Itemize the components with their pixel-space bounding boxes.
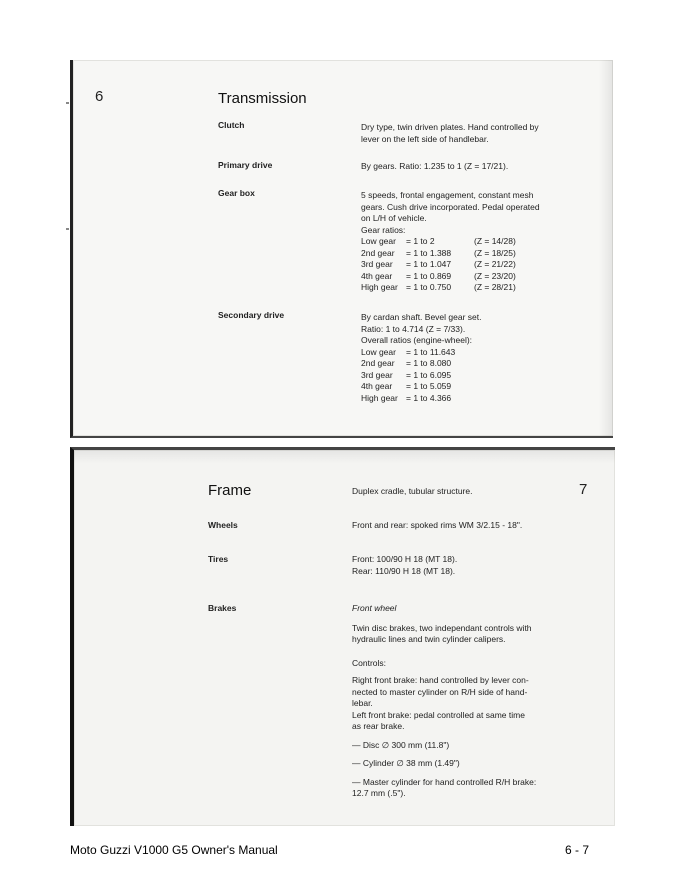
clutch-description	[361, 122, 539, 145]
text-line: Left front brake: pedal controlled at same time	[352, 709, 525, 720]
text-line: By gears. Ratio: 1.235 to 1 (Z = 17/21).	[361, 161, 509, 171]
text-line: Overall ratios (engine-wheel):	[361, 335, 473, 345]
table-row	[361, 347, 455, 359]
page-shading	[599, 60, 613, 436]
gear-ratio: = 1 to 0.750	[406, 282, 452, 292]
footer-title: Moto Guzzi V1000 G5 Owner's Manual	[70, 843, 278, 857]
scan-mark	[66, 228, 69, 230]
text-line: gears. Cush drive incorporated. Pedal operated	[361, 201, 540, 212]
gear-name: 3rd gear	[361, 369, 393, 380]
gear-ratio: = 1 to 8.080	[406, 358, 452, 368]
gear-name: 2nd gear	[361, 358, 395, 368]
section-title: Transmission	[218, 90, 307, 107]
clutch-label: Clutch	[218, 120, 245, 130]
text-line: Front: 100/90 H 18 (MT 18).	[352, 554, 458, 564]
gear-teeth: (Z = 23/20)	[474, 270, 516, 281]
gear-teeth: (Z = 28/21)	[474, 282, 516, 292]
gear-name: 4th gear	[361, 270, 393, 281]
text-line: on L/H of vehicle.	[361, 213, 427, 223]
text-line: 5 speeds, frontal engagement, constant mesh	[361, 190, 534, 200]
text-line: — Cylinder ∅ 38 mm (1.49")	[352, 758, 460, 768]
gear-box-description	[361, 190, 540, 294]
wheels-description	[352, 520, 522, 532]
page-shading	[74, 450, 615, 464]
page-number: 7	[579, 481, 588, 498]
text-line: lebar.	[352, 698, 373, 708]
text-line: — Disc ∅ 300 mm (11.8")	[352, 739, 450, 750]
text-line: Right front brake: hand controlled by lever con-	[352, 675, 529, 685]
table-row	[361, 248, 516, 260]
gear-name: 4th gear	[361, 381, 393, 391]
gear-ratio-table	[361, 236, 516, 294]
footer-page-range: 6 - 7	[565, 843, 590, 857]
manual-page-6	[70, 60, 613, 438]
gear-ratio: = 1 to 5.059	[406, 381, 452, 391]
gear-ratio: = 1 to 2	[406, 236, 435, 246]
table-row	[361, 282, 516, 294]
text-line: By cardan shaft. Bevel gear set.	[361, 312, 482, 322]
table-row	[361, 358, 455, 370]
subheading: Front wheel	[352, 603, 397, 613]
tires-label: Tires	[208, 554, 229, 564]
gear-ratio: = 1 to 0.869	[406, 270, 452, 281]
primary-drive-description	[361, 161, 508, 173]
gear-ratio: = 1 to 4.366	[406, 392, 452, 403]
text-line: Rear: 110/90 H 18 (MT 18).	[352, 565, 456, 576]
gear-ratio: = 1 to 11.643	[406, 346, 456, 357]
text-line: — Master cylinder for hand controlled R/H brake:	[352, 776, 537, 787]
gear-teeth: (Z = 14/28)	[474, 236, 516, 246]
gear-teeth: (Z = 21/22)	[474, 259, 516, 269]
overall-ratio-table	[361, 347, 455, 405]
text-line: hydraulic lines and twin cylinder calipers.	[352, 634, 506, 644]
text-line: Ratio: 1 to 4.714 (Z = 7/33).	[361, 323, 466, 334]
manual-page-7	[70, 447, 615, 826]
section-title: Frame	[208, 482, 252, 499]
table-row	[361, 271, 516, 283]
text-line: Duplex cradle, tubular structure.	[352, 486, 473, 496]
gear-ratio: = 1 to 1.047	[406, 259, 452, 269]
gear-ratio: = 1 to 1.388	[406, 247, 452, 258]
text-line: Controls:	[352, 657, 387, 668]
table-row	[361, 370, 455, 382]
secondary-drive-label: Secondary drive	[218, 310, 285, 320]
gear-name: Low gear	[361, 236, 396, 246]
brakes-description	[352, 603, 536, 800]
page-number: 6	[95, 88, 104, 105]
text-line: Twin disc brakes, two independant controls with	[352, 622, 532, 633]
gear-name: 2nd gear	[361, 247, 395, 258]
gear-ratio: = 1 to 6.095	[406, 369, 452, 380]
brakes-label: Brakes	[208, 603, 237, 613]
table-row	[361, 381, 455, 393]
table-row	[361, 236, 516, 248]
scan-mark	[66, 102, 69, 104]
frame-description	[352, 486, 472, 498]
text-line: Front and rear: spoked rims WM 3/2.15 - 18".	[352, 520, 523, 530]
text-line: as rear brake.	[352, 721, 405, 731]
gear-name: High gear	[361, 282, 398, 292]
table-row	[361, 259, 516, 271]
gear-name: Low gear	[361, 346, 396, 357]
text-line: Dry type, twin driven plates. Hand controlled by	[361, 122, 539, 132]
table-row	[361, 393, 455, 405]
gear-box-label: Gear box	[218, 188, 255, 198]
primary-drive-label: Primary drive	[218, 160, 273, 170]
gear-name: High gear	[361, 392, 398, 403]
gear-name: 3rd gear	[361, 259, 393, 269]
text-line: nected to master cylinder on R/H side of hand-	[352, 686, 528, 697]
text-line: Gear ratios:	[361, 224, 406, 235]
gear-teeth: (Z = 18/25)	[474, 247, 516, 258]
wheels-label: Wheels	[208, 520, 238, 530]
tires-description	[352, 554, 457, 577]
text-line: 12.7 mm (.5").	[352, 788, 406, 798]
text-line: lever on the left side of handlebar.	[361, 133, 489, 144]
secondary-drive-description	[361, 312, 481, 404]
